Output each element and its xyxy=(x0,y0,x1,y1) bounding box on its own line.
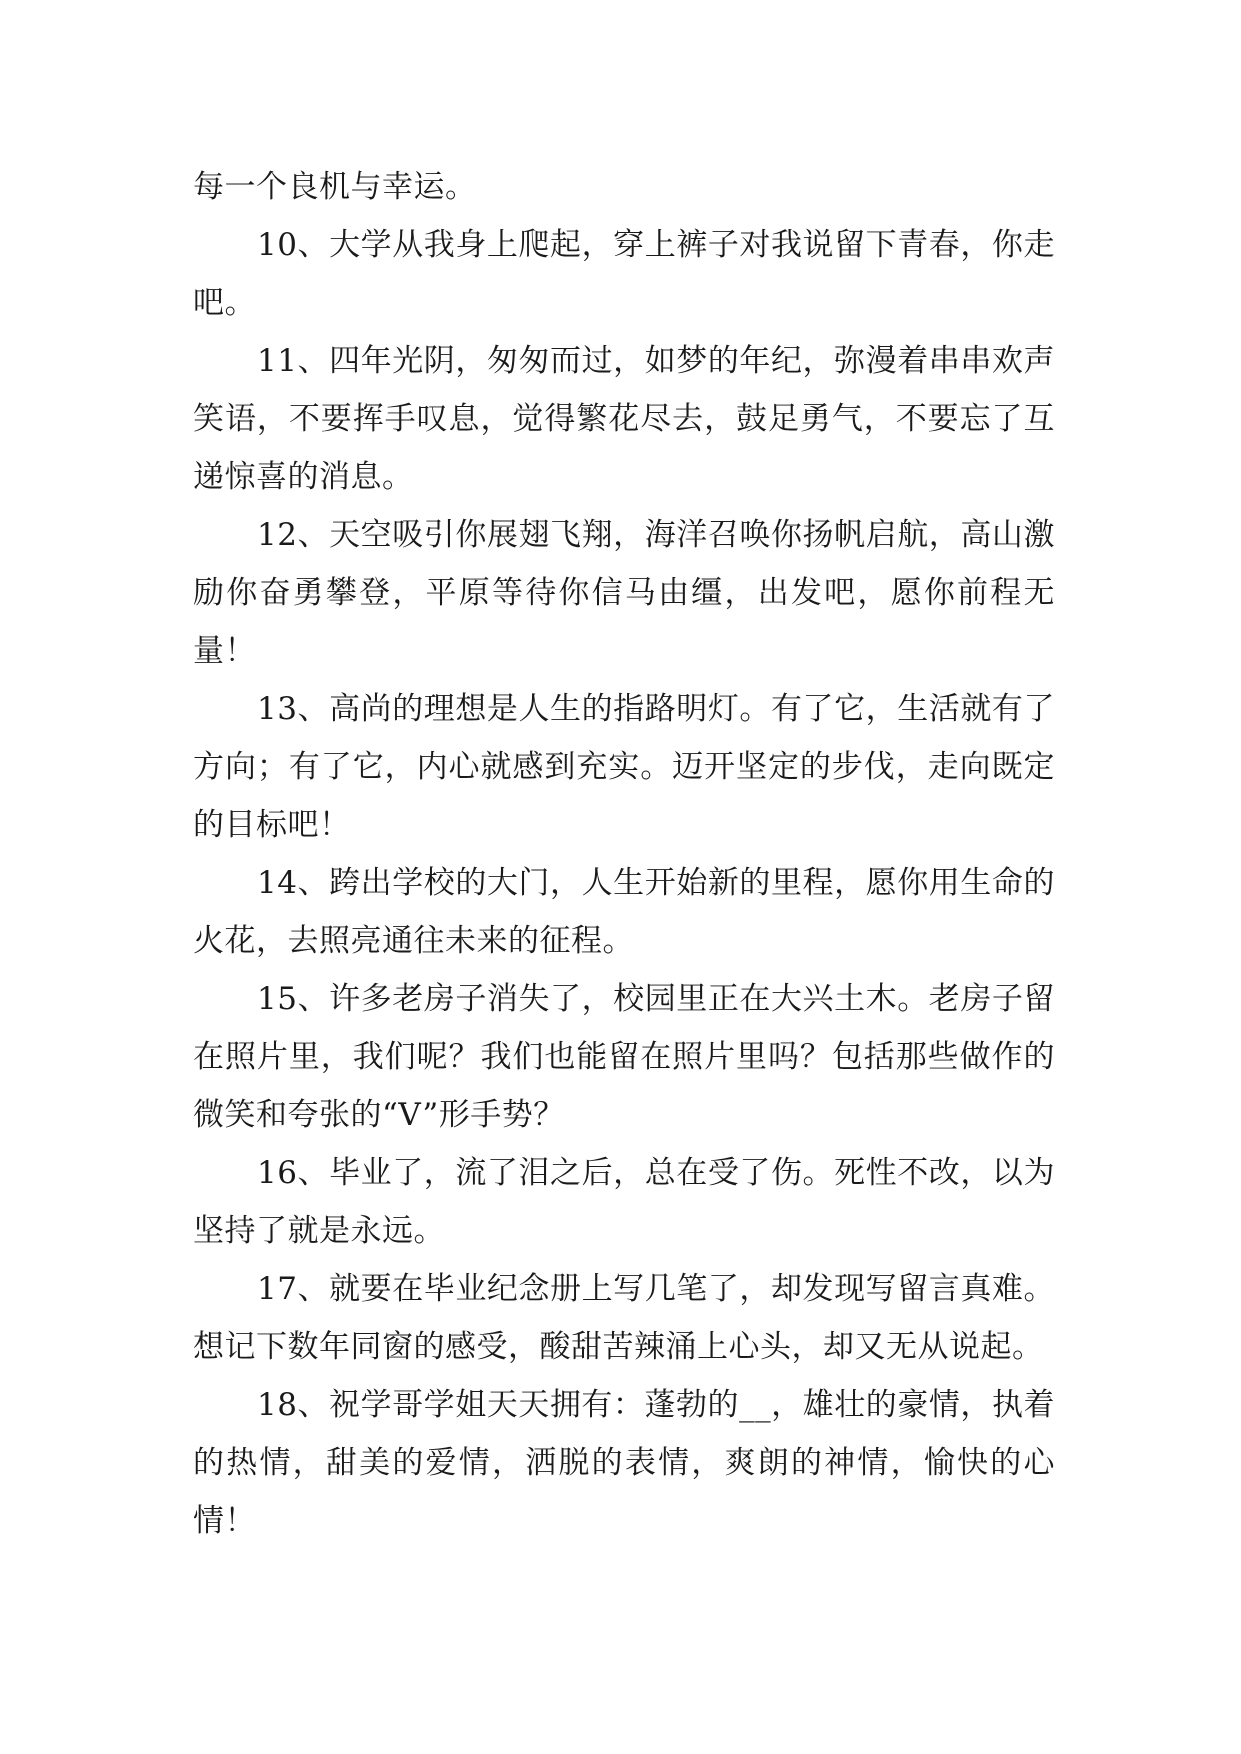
paragraph-item-14: 14、跨出学校的大门，人生开始新的里程，愿你用生命的火花，去照亮通往未来的征程。 xyxy=(193,865,1055,959)
paragraph-item-16: 16、毕业了，流了泪之后，总在受了伤。死性不改，以为坚持了就是永远。 xyxy=(193,1155,1055,1249)
paragraph-item-13: 13、高尚的理想是人生的指路明灯。有了它，生活就有了方向；有了它，内心就感到充实。迈开坚定的步伐，走向既定的目标吧！ xyxy=(193,691,1055,843)
paragraph-item-18: 18、祝学哥学姐天天拥有：蓬勃的__，雄壮的豪情，执着的热情，甜美的爱情，洒脱的表情，爽朗的神情，愉快的心情！ xyxy=(193,1387,1055,1539)
paragraph-item-11: 11、四年光阴，匆匆而过，如梦的年纪，弥漫着串串欢声笑语，不要挥手叹息，觉得繁花尽去，鼓足勇气，不要忘了互递惊喜的消息。 xyxy=(193,343,1055,495)
paragraph-item-10: 10、大学从我身上爬起，穿上裤子对我说留下青春，你走吧。 xyxy=(193,227,1055,321)
paragraph-item-12: 12、天空吸引你展翅飞翔，海洋召唤你扬帆启航，高山激励你奋勇攀登，平原等待你信马由缰，出发吧，愿你前程无量！ xyxy=(193,517,1055,669)
document-body xyxy=(193,158,1055,1550)
paragraph-item-15: 15、许多老房子消失了，校园里正在大兴土木。老房子留在照片里，我们呢？我们也能留在照片里吗？包括那些做作的微笑和夸张的“V”形手势？ xyxy=(193,981,1055,1133)
paragraph-continuation: 每一个良机与幸运。 xyxy=(193,169,477,205)
paragraph-item-17: 17、就要在毕业纪念册上写几笔了，却发现写留言真难。想记下数年同窗的感受，酸甜苦辣涌上心头，却又无从说起。 xyxy=(193,1271,1055,1365)
